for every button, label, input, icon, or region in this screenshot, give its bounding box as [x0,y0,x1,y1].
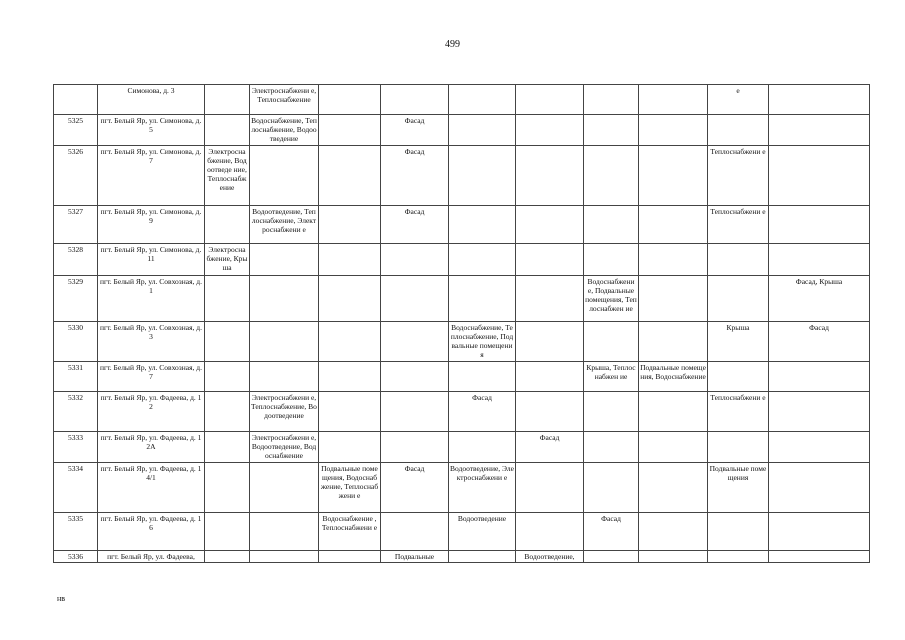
work-type-cell [639,463,708,513]
work-type-cell: Подвальные помещения, Водоснабжение [639,362,708,392]
work-type-cell: Теплоснабжени е [708,392,769,432]
work-type-cell [319,392,381,432]
work-type-cell [319,551,381,563]
work-type-cell [205,322,250,362]
work-type-cell [205,551,250,563]
row-number-cell: 5333 [54,432,98,463]
work-type-cell [250,276,319,322]
work-type-cell [769,362,870,392]
work-type-cell: Электросна бжение, Крыша [205,244,250,276]
work-type-cell [205,85,250,115]
work-type-cell [319,432,381,463]
work-type-cell [319,276,381,322]
work-type-cell [584,115,639,146]
work-type-cell [516,85,584,115]
work-type-cell [250,244,319,276]
work-type-cell [584,244,639,276]
row-number-cell: 5329 [54,276,98,322]
row-number-cell: 5334 [54,463,98,513]
work-type-cell [516,322,584,362]
address-cell: пгт. Белый Яр, ул. Совхозная, д. 7 [98,362,205,392]
work-type-cell [319,85,381,115]
table-row [54,244,870,276]
work-type-cell [584,146,639,206]
row-number-cell: 5332 [54,392,98,432]
work-type-cell [639,146,708,206]
work-type-cell [449,244,516,276]
work-type-cell [769,85,870,115]
work-type-cell: Водоотведение, Теплоснабжение, Электроснабжени е [250,206,319,244]
work-type-cell [639,244,708,276]
work-type-cell: Фасад [516,432,584,463]
work-type-cell [708,244,769,276]
work-type-cell [639,206,708,244]
work-type-cell [205,115,250,146]
row-number-cell: 5327 [54,206,98,244]
work-type-cell [381,432,449,463]
table-row [54,392,870,432]
work-type-cell [584,206,639,244]
work-type-cell: Водоотведение, [516,551,584,563]
repair-schedule-table-wrap [53,84,869,563]
work-type-cell [381,322,449,362]
address-cell: пгт. Белый Яр, ул. Фадеева, д. 12 [98,392,205,432]
work-type-cell [250,322,319,362]
work-type-cell [584,551,639,563]
work-type-cell [319,206,381,244]
work-type-cell: Фасад [381,115,449,146]
table-row [54,551,870,563]
work-type-cell [516,362,584,392]
work-type-cell [319,244,381,276]
repair-schedule-table [53,84,870,563]
work-type-cell: Электроснабжени е, Теплоснабжение, Водоотведение [250,392,319,432]
page-number: 499 [445,39,460,50]
work-type-cell: Электроснабжени е, Водоотведение, Водоснабжение [250,432,319,463]
table-body [54,85,870,563]
work-type-cell [769,392,870,432]
work-type-cell [449,276,516,322]
work-type-cell [639,513,708,551]
work-type-cell: Теплоснабжени е [708,146,769,206]
table-row [54,146,870,206]
work-type-cell [708,115,769,146]
work-type-cell: Подвальные помещения [708,463,769,513]
work-type-cell [250,463,319,513]
work-type-cell [449,362,516,392]
work-type-cell [205,392,250,432]
work-type-cell [319,146,381,206]
table-row [54,276,870,322]
table-row [54,362,870,392]
address-cell: пгт. Белый Яр, ул. Фадеева, [98,551,205,563]
work-type-cell [516,115,584,146]
work-type-cell [584,322,639,362]
work-type-cell [205,206,250,244]
address-cell: пгт. Белый Яр, ул. Симонова, д. 9 [98,206,205,244]
work-type-cell [250,362,319,392]
work-type-cell [769,115,870,146]
work-type-cell: Крыша [708,322,769,362]
work-type-cell [639,392,708,432]
work-type-cell [769,206,870,244]
work-type-cell [381,244,449,276]
work-type-cell: Водоснабжение, Теплоснабжение, Водоотведение [250,115,319,146]
work-type-cell: Водоснабжени е, Подвальные помещения, Теплоснабжен ие [584,276,639,322]
work-type-cell [639,551,708,563]
work-type-cell [381,85,449,115]
work-type-cell [205,463,250,513]
work-type-cell [449,85,516,115]
table-row [54,513,870,551]
work-type-cell [639,85,708,115]
address-cell: пгт. Белый Яр, ул. Симонова, д. 11 [98,244,205,276]
work-type-cell [516,244,584,276]
work-type-cell [381,362,449,392]
work-type-cell [381,276,449,322]
address-cell: пгт. Белый Яр, ул. Симонова, д. 7 [98,146,205,206]
work-type-cell: Фасад [381,463,449,513]
row-number-cell: 5335 [54,513,98,551]
work-type-cell [769,551,870,563]
address-cell: пгт. Белый Яр, ул. Фадеева, д. 14/1 [98,463,205,513]
row-number-cell [54,85,98,115]
address-cell: пгт. Белый Яр, ул. Симонова, д. 5 [98,115,205,146]
work-type-cell [769,513,870,551]
work-type-cell: Подвальные помещения, Водоснабжение, Теплоснабжени е [319,463,381,513]
work-type-cell: Фасад [381,206,449,244]
work-type-cell [769,463,870,513]
table-row [54,463,870,513]
work-type-cell [205,432,250,463]
work-type-cell [381,513,449,551]
work-type-cell [250,146,319,206]
work-type-cell [584,85,639,115]
work-type-cell: Фасад [381,146,449,206]
work-type-cell [250,513,319,551]
work-type-cell [639,432,708,463]
work-type-cell [769,244,870,276]
table-row [54,322,870,362]
work-type-cell: Водоснабжение, Теплоснабжение, Подвальные помещения [449,322,516,362]
work-type-cell: е [708,85,769,115]
work-type-cell [205,513,250,551]
work-type-cell [319,362,381,392]
work-type-cell [708,362,769,392]
work-type-cell: Электроснабжени е, Теплоснабжение [250,85,319,115]
row-number-cell: 5325 [54,115,98,146]
footer-mark: нв [57,594,66,603]
work-type-cell [449,115,516,146]
work-type-cell [250,551,319,563]
work-type-cell [584,432,639,463]
work-type-cell: Теплоснабжени е [708,206,769,244]
work-type-cell [381,392,449,432]
work-type-cell: Фасад [449,392,516,432]
work-type-cell [708,276,769,322]
row-number-cell: 5330 [54,322,98,362]
table-row [54,432,870,463]
work-type-cell [769,146,870,206]
work-type-cell: Фасад [584,513,639,551]
work-type-cell [769,432,870,463]
work-type-cell [516,392,584,432]
work-type-cell: Водоотведение [449,513,516,551]
row-number-cell: 5336 [54,551,98,563]
work-type-cell [449,551,516,563]
work-type-cell: Подвальные [381,551,449,563]
work-type-cell: Крыша, Теплоснабжен ие [584,362,639,392]
work-type-cell [708,513,769,551]
row-number-cell: 5331 [54,362,98,392]
address-cell: пгт. Белый Яр, ул. Фадеева, д. 16 [98,513,205,551]
work-type-cell [584,463,639,513]
row-number-cell: 5326 [54,146,98,206]
work-type-cell [205,276,250,322]
work-type-cell [639,115,708,146]
work-type-cell [584,392,639,432]
work-type-cell [516,463,584,513]
table-row [54,115,870,146]
work-type-cell [205,362,250,392]
work-type-cell [516,513,584,551]
work-type-cell: Фасад [769,322,870,362]
work-type-cell: Электросна бжение, Водоотведе ние, Теплоснабж ение [205,146,250,206]
table-row [54,85,870,115]
work-type-cell [449,146,516,206]
work-type-cell [449,206,516,244]
work-type-cell [319,115,381,146]
row-number-cell: 5328 [54,244,98,276]
work-type-cell [639,276,708,322]
work-type-cell [516,206,584,244]
work-type-cell: Водоотведение, Электроснабжени е [449,463,516,513]
address-cell: Симонова, д. 3 [98,85,205,115]
work-type-cell [639,322,708,362]
work-type-cell [516,276,584,322]
address-cell: пгт. Белый Яр, ул. Фадеева, д. 12А [98,432,205,463]
address-cell: пгт. Белый Яр, ул. Совхозная, д. 1 [98,276,205,322]
work-type-cell [708,551,769,563]
work-type-cell [708,432,769,463]
work-type-cell: Водоснабжение , Теплоснабжени е [319,513,381,551]
work-type-cell [516,146,584,206]
address-cell: пгт. Белый Яр, ул. Совхозная, д. 3 [98,322,205,362]
work-type-cell [449,432,516,463]
table-row [54,206,870,244]
work-type-cell: Фасад, Крыша [769,276,870,322]
work-type-cell [319,322,381,362]
